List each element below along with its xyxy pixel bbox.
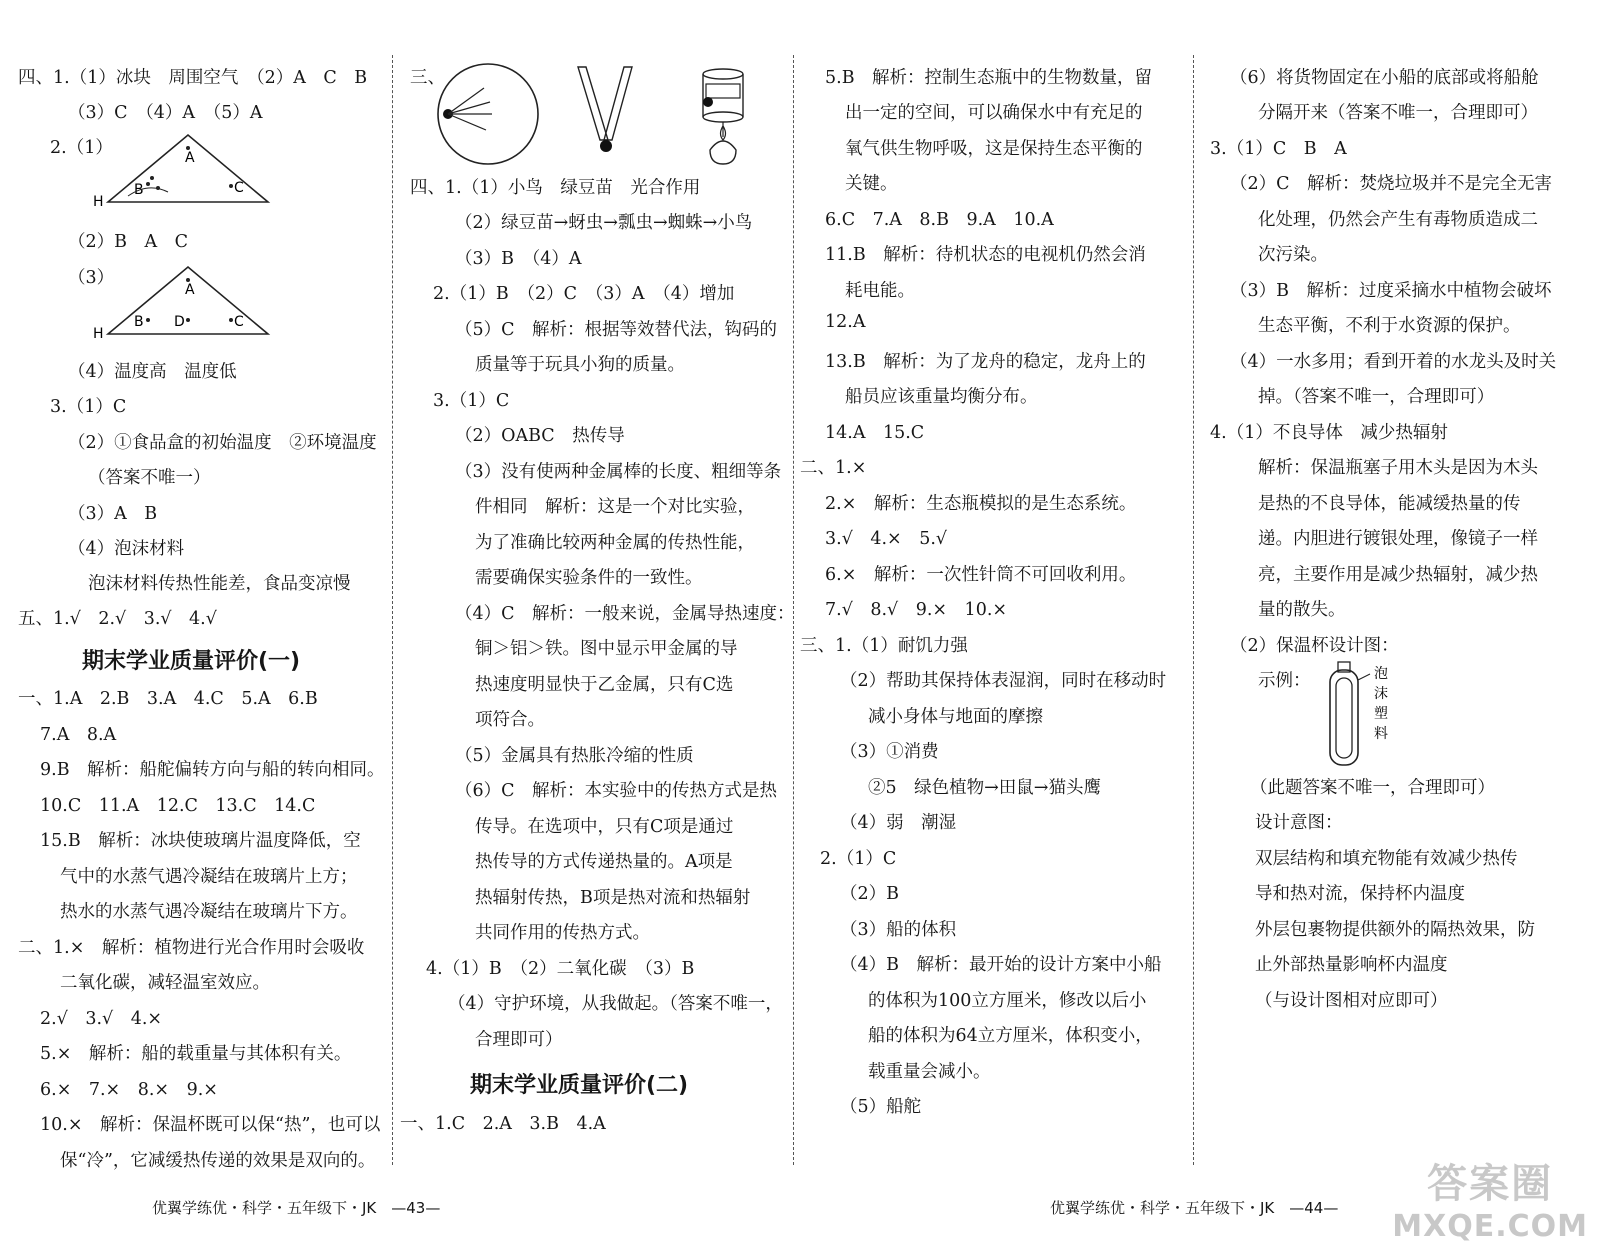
text-line: 2.（1）C — [820, 849, 897, 869]
text-line: 解析：保温瓶塞子用木头是因为木头 — [1258, 458, 1538, 478]
text-line: 双层结构和填充物能有效减少热传 — [1255, 849, 1518, 869]
text-line: 12.A — [825, 312, 866, 332]
text-line: 件相同 解析：这是一个对比实验， — [475, 497, 755, 517]
text-line: 四、1.（1）冰块 周围空气 （2）A C B — [18, 68, 368, 88]
text-line: （5）C 解析：根据等效替代法，钩码的 — [455, 320, 778, 340]
label-h: H — [93, 194, 104, 210]
text-line: 递。内胆进行镀银处理，像镜子一样 — [1258, 529, 1538, 549]
svg-text:C: C — [234, 314, 244, 330]
text-line: （3）①消费 — [840, 742, 939, 762]
text-line: 导和热对流，保持杯内温度 — [1255, 884, 1465, 904]
section-title: 期末学业质量评价(二) — [470, 1073, 689, 1098]
text-line: 2.（1）B （2）C （3）A （4）增加 — [433, 284, 735, 304]
text-line: 共同作用的传热方式。 — [475, 923, 650, 943]
text-line: 四、1.（1）小鸟 绿豆苗 光合作用 — [410, 178, 701, 198]
text-line: 载重量会减小。 — [868, 1062, 991, 1082]
watermark-logo — [1392, 1152, 1588, 1244]
insulated-cup-diagram — [1320, 660, 1410, 770]
text-line: （4）温度高 温度低 — [68, 362, 237, 382]
cup-label-char: 料 — [1374, 726, 1388, 742]
section-title: 期末学业质量评价(一) — [82, 649, 301, 674]
text-line: 分隔开来（答案不唯一，合理即可） — [1258, 103, 1538, 123]
text-line: （3）船的体积 — [840, 920, 957, 940]
cup-label-char: 塑 — [1374, 706, 1388, 722]
text-line: 生态平衡，不利于水资源的保护。 — [1258, 316, 1521, 336]
text-line: 关键。 — [845, 174, 898, 194]
text-line: 13.B 解析：为了龙舟的稳定，龙舟上的 — [825, 352, 1146, 372]
text-line: （4）B 解析：最开始的设计方案中小船 — [840, 955, 1162, 975]
text-line: （2）C 解析：焚烧垃圾并不是完全无害 — [1230, 174, 1553, 194]
text-line: （此题答案不唯一，合理即可） — [1250, 778, 1495, 798]
text-line: 三、1.（1）耐饥力强 — [800, 636, 968, 656]
svg-text:D: D — [174, 314, 185, 330]
text-line: （与设计图相对应即可） — [1255, 991, 1448, 1011]
column-divider — [1193, 55, 1194, 1165]
text-line: 7.√ 8.√ 9.× 10.× — [825, 600, 1008, 620]
text-line: 2.× 解析：生态瓶模拟的是生态系统。 — [825, 494, 1137, 514]
watermark-line1: 答案圈 — [1427, 1161, 1554, 1207]
text-line: （4）守护环境，从我做起。（答案不唯一， — [448, 994, 783, 1014]
column-divider — [392, 55, 393, 1165]
text-line: 4.（1）B （2）二氧化碳 （3）B — [426, 959, 695, 979]
text-line: （2）B A C — [68, 232, 189, 252]
text-line: 9.B 解析：船舵偏转方向与船的转向相同。 — [40, 760, 385, 780]
text-line: （4）C 解析：一般来说，金属导热速度： — [455, 604, 795, 624]
column-3 — [800, 52, 1190, 1182]
label-b: B — [134, 182, 144, 198]
text-line: 14.A 15.C — [825, 423, 925, 443]
svg-text:A: A — [185, 282, 195, 298]
text-line: 量的散失。 — [1258, 600, 1346, 620]
text-line: （6）将货物固定在小船的底部或将船舱 — [1230, 68, 1539, 88]
label-c: C — [234, 180, 244, 196]
column-4 — [1200, 52, 1596, 1182]
text-line: （3）A B — [68, 504, 158, 524]
text-line: 5.× 解析：船的载重量与其体积有关。 — [40, 1044, 352, 1064]
text-line: 6.× 7.× 8.× 9.× — [40, 1080, 218, 1100]
text-line: 11.B 解析：待机状态的电视机仍然会消 — [825, 245, 1146, 265]
footer-left: 优翼学练优・科学・五年级下・JK —43— — [152, 1199, 441, 1217]
heat-diagrams — [428, 62, 768, 172]
text-line: （4）一水多用；看到开着的水龙头及时关 — [1230, 352, 1557, 372]
text-line: 次污染。 — [1258, 245, 1328, 265]
text-line: 气中的水蒸气遇冷凝结在玻璃片上方； — [60, 867, 358, 887]
svg-text:B: B — [134, 314, 144, 330]
text-line: 6.× 解析：一次性针筒不可回收利用。 — [825, 565, 1137, 585]
text-line: 5.B 解析：控制生态瓶中的生物数量，留 — [825, 68, 1153, 88]
text-line: ②5 绿色植物→田鼠→猫头鹰 — [868, 778, 1101, 798]
text-line: 保“冷”，它减缓热传递的效果是双向的。 — [60, 1151, 376, 1171]
text-line: 铜＞铝＞铁。图中显示甲金属的导 — [475, 639, 738, 659]
text-line: 3.（1）C B A — [1210, 139, 1347, 159]
text-line: 外层包裹物提供额外的隔热效果，防 — [1255, 920, 1535, 940]
text-line: 4.（1）不良导体 减少热辐射 — [1210, 423, 1448, 443]
text-line: （2）帮助其保持体表湿润，同时在移动时 — [840, 671, 1167, 691]
text-line: 化处理，仍然会产生有毒物质造成二 — [1258, 210, 1538, 230]
text-line: 氧气供生物呼吸，这是保持生态平衡的 — [845, 139, 1143, 159]
text-line: 二、1.× — [800, 458, 867, 478]
text-line: （2）绿豆苗→蚜虫→瓢虫→蜘蛛→小鸟 — [455, 213, 753, 233]
text-line: 减小身体与地面的摩擦 — [868, 707, 1043, 727]
triangle-diagram-2 — [88, 262, 278, 342]
text-line: 质量等于玩具小狗的质量。 — [475, 355, 685, 375]
text-line: （2）①食品盒的初始温度 ②环境温度 — [68, 433, 377, 453]
text-line: 船的体积为64立方厘米，体积变小， — [868, 1026, 1153, 1046]
text-line: （3）没有使两种金属棒的长度、粗细等条 — [455, 462, 782, 482]
text-line: 10.C 11.A 12.C 13.C 14.C — [40, 796, 316, 816]
cup-label-char: 泡 — [1374, 666, 1388, 682]
text-line: 7.A 8.A — [40, 725, 117, 745]
text-line: 10.× 解析：保温杯既可以保“热”，也可以 — [40, 1115, 381, 1135]
text-line: 泡沫材料传热性能差，食品变凉慢 — [88, 574, 351, 594]
text-line: 为了准确比较两种金属的传热性能， — [475, 533, 755, 553]
text-line: 合理即可） — [475, 1030, 563, 1050]
text-line: （3） — [68, 268, 115, 288]
text-line: 3.（1）C — [433, 391, 510, 411]
text-line: （5）金属具有热胀冷缩的性质 — [455, 746, 694, 766]
text-line: 耗电能。 — [845, 281, 915, 301]
text-line: 3.√ 4.× 5.√ — [825, 529, 948, 549]
text-line: （6）C 解析：本实验中的传热方式是热 — [455, 781, 778, 801]
text-line: （4）泡沫材料 — [68, 539, 185, 559]
text-line: 热辐射传热，B项是热对流和热辐射 — [475, 888, 751, 908]
text-line: （2）B — [840, 884, 899, 904]
footer-right: 优翼学练优・科学・五年级下・JK —44— — [1050, 1199, 1339, 1217]
text-line: 掉。（答案不唯一，合理即可） — [1258, 387, 1495, 407]
svg-text:H: H — [93, 326, 104, 342]
text-line: 热传导的方式传递热量的。A项是 — [475, 852, 733, 872]
text-line: 五、1.√ 2.√ 3.√ 4.√ — [18, 609, 217, 629]
text-line: 2.（1） — [50, 138, 113, 158]
text-line: 传导。在选项中，只有C项是通过 — [475, 817, 734, 837]
text-line: 示例： — [1258, 671, 1311, 691]
text-line: 二氧化碳，减轻温室效应。 — [60, 973, 270, 993]
text-line: 需要确保实验条件的一致性。 — [475, 568, 703, 588]
text-line: （4）弱 潮湿 — [840, 813, 957, 833]
column-2 — [400, 52, 795, 1182]
watermark-line2: MXQE.COM — [1392, 1209, 1588, 1244]
text-line: 的体积为100立方厘米，修改以后小 — [868, 991, 1147, 1011]
text-line: 船员应该重量均衡分布。 — [845, 387, 1038, 407]
text-line: 三、 — [410, 68, 445, 88]
triangle-diagram-1 — [88, 130, 278, 210]
text-line: 是热的不良导体，能减缓热量的传 — [1258, 494, 1521, 514]
text-line: 二、1.× 解析：植物进行光合作用时会吸收 — [18, 938, 365, 958]
text-line: （5）船舵 — [840, 1097, 922, 1117]
text-line: （2）OABC 热传导 — [455, 426, 625, 446]
text-line: （答案不唯一） — [88, 468, 211, 488]
text-line: 热速度明显快于乙金属，只有C选 — [475, 675, 734, 695]
text-line: 3.（1）C — [50, 397, 127, 417]
text-line: 止外部热量影响杯内温度 — [1255, 955, 1448, 975]
column-1 — [0, 52, 390, 1182]
text-line: （2）保温杯设计图： — [1230, 636, 1399, 656]
text-line: 2.√ 3.√ 4.× — [40, 1009, 163, 1029]
cup-label-char: 沫 — [1374, 686, 1388, 702]
text-line: 设计意图： — [1255, 813, 1343, 833]
text-line: 热水的水蒸气遇冷凝结在玻璃片下方。 — [60, 902, 358, 922]
label-a: A — [185, 150, 195, 166]
text-line: 亮，主要作用是减少热辐射，减少热 — [1258, 565, 1538, 585]
text-line: 一、1.A 2.B 3.A 4.C 5.A 6.B — [18, 689, 318, 709]
text-line: 一、1.C 2.A 3.B 4.A — [400, 1114, 606, 1134]
text-line: （3）B （4）A — [455, 249, 582, 269]
text-line: （3）C （4）A （5）A — [68, 103, 263, 123]
text-line: 项符合。 — [475, 710, 545, 730]
text-line: 6.C 7.A 8.B 9.A 10.A — [825, 210, 1054, 230]
text-line: 15.B 解析：冰块使玻璃片温度降低，空 — [40, 831, 361, 851]
text-line: （3）B 解析：过度采摘水中植物会破坏 — [1230, 281, 1552, 301]
text-line: 出一定的空间，可以确保水中有充足的 — [845, 103, 1143, 123]
